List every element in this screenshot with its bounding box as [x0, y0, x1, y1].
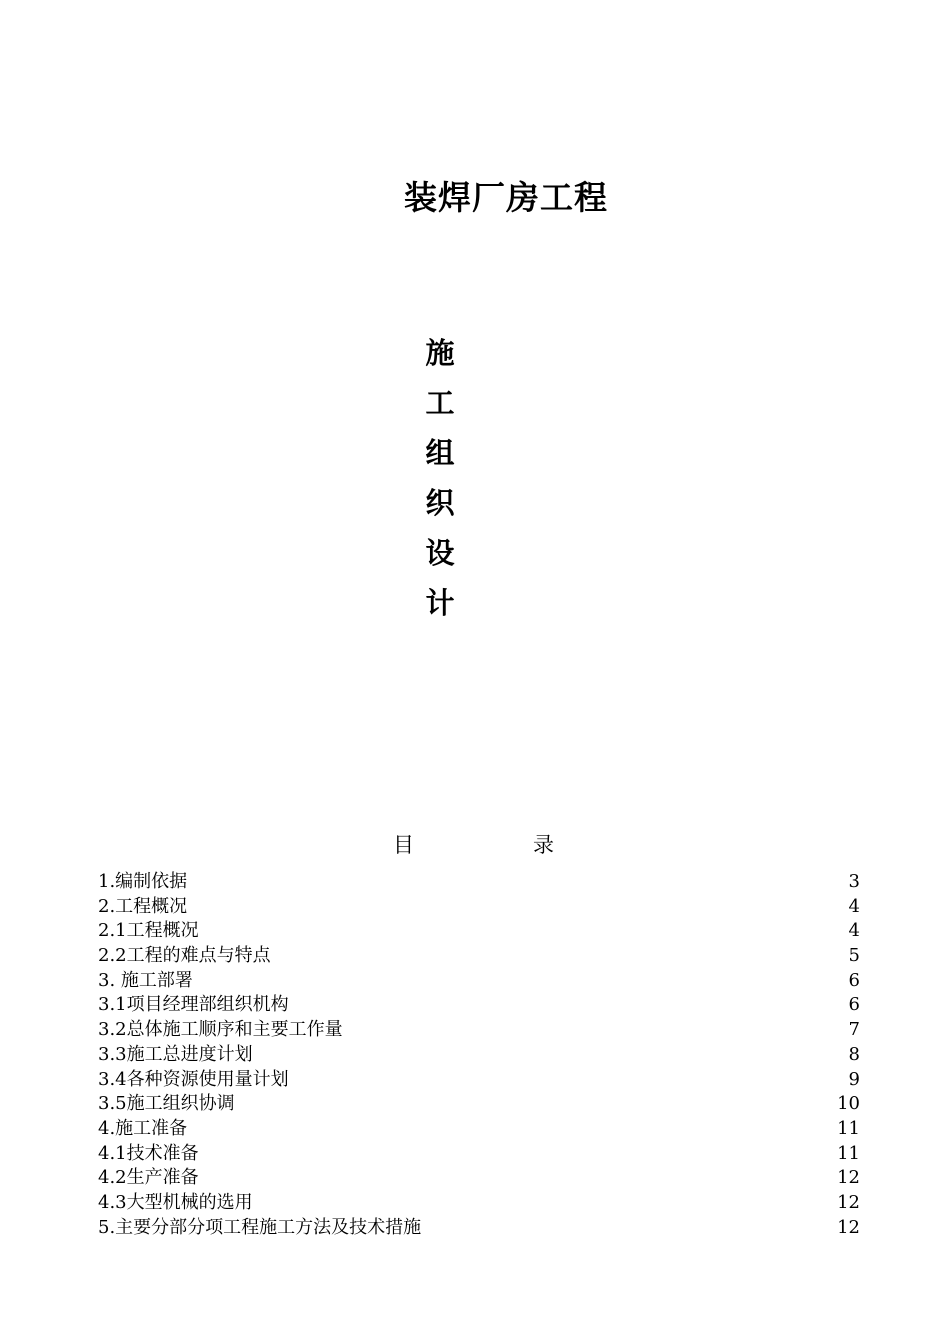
toc-entry[interactable] [98, 969, 860, 994]
toc-entry[interactable] [98, 993, 860, 1018]
toc-entry-label: 4.2生产准备 [98, 1167, 199, 1189]
toc-entry-label: 3.1项目经理部组织机构 [98, 994, 289, 1016]
toc-entry-label: 3.4各种资源使用量计划 [98, 1068, 289, 1090]
toc-entry[interactable] [98, 1142, 860, 1167]
toc-entry[interactable] [98, 919, 860, 944]
toc-entry-page: 5 [847, 944, 860, 969]
toc-entry-page: 7 [847, 1018, 860, 1043]
toc-entry-page: 10 [835, 1092, 860, 1117]
toc-entry-page: 4 [847, 919, 860, 944]
toc-entry-page: 4 [847, 895, 860, 920]
toc-entry-label: 5.主要分部分项工程施工方法及技术措施 [98, 1216, 422, 1238]
toc-entry[interactable] [98, 895, 860, 920]
toc-entry[interactable] [98, 1117, 860, 1142]
toc-entry-label: 3.2总体施工顺序和主要工作量 [98, 1019, 343, 1041]
toc-entry[interactable] [98, 1166, 860, 1191]
toc-entry-page: 12 [835, 1191, 860, 1216]
toc-entry-label: 2.1工程概况 [98, 920, 199, 942]
toc-entry-page: 6 [847, 969, 860, 994]
doc-type-char: 施 [425, 336, 455, 370]
doc-type-char: 计 [425, 586, 455, 620]
toc-heading-left: 目 [393, 833, 414, 857]
toc-entry-label: 4.1技术准备 [98, 1142, 199, 1164]
toc-entry[interactable] [98, 1043, 860, 1068]
toc-entry-page: 9 [847, 1068, 860, 1093]
toc-entry-page: 12 [835, 1216, 860, 1241]
toc-entry-label: 2.工程概况 [98, 895, 188, 917]
toc-entry-page: 11 [835, 1142, 860, 1167]
toc-entry-label: 3. 施工部署 [98, 969, 193, 991]
toc-entry[interactable] [98, 870, 860, 895]
document-type-vertical-title [415, 328, 465, 628]
toc-entry[interactable] [98, 1092, 860, 1117]
toc-entry-page: 6 [847, 993, 860, 1018]
toc-entry-label: 4.施工准备 [98, 1117, 188, 1139]
doc-type-char: 组 [425, 436, 455, 470]
toc-entry-page: 3 [847, 870, 860, 895]
toc-entry[interactable] [98, 1191, 860, 1216]
toc-entry-page: 11 [835, 1117, 860, 1142]
toc-entry-label: 4.3大型机械的选用 [98, 1191, 253, 1213]
table-of-contents [98, 870, 860, 1240]
toc-entry-page: 8 [847, 1043, 860, 1068]
toc-entry[interactable] [98, 944, 860, 969]
project-title: 装焊厂房工程 [404, 178, 608, 217]
toc-entry-label: 3.5施工组织协调 [98, 1093, 235, 1115]
toc-entry[interactable] [98, 1018, 860, 1043]
doc-type-char: 工 [425, 386, 455, 420]
doc-type-char: 织 [425, 486, 455, 520]
toc-entry[interactable] [98, 1068, 860, 1093]
toc-heading [393, 830, 573, 860]
toc-entry-label: 3.3施工总进度计划 [98, 1043, 253, 1065]
toc-entry-page: 12 [835, 1166, 860, 1191]
toc-entry[interactable] [98, 1216, 860, 1241]
toc-entry-label: 2.2工程的难点与特点 [98, 945, 271, 967]
toc-heading-right: 录 [533, 833, 554, 857]
toc-entry-label: 1.编制依据 [98, 871, 188, 892]
doc-type-char: 设 [425, 536, 455, 570]
